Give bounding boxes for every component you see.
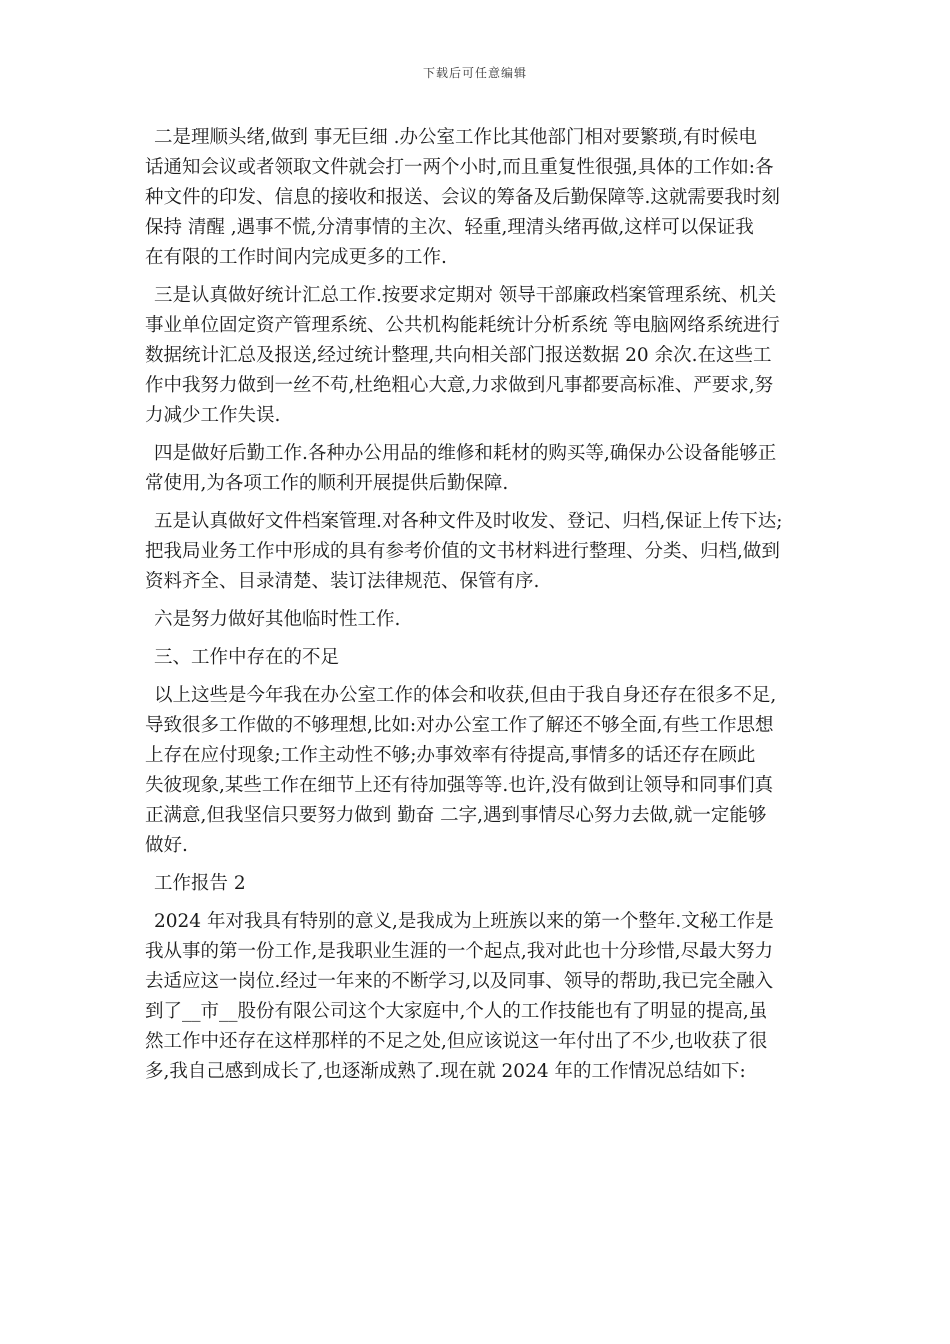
text-line: 六是努力做好其他临时性工作.: [154, 609, 401, 630]
text-line: 失彼现象,某些工作在细节上还有待加强等等.也许,没有做到让领导和同事们真: [145, 775, 774, 796]
document-body: [145, 123, 811, 1087]
text-line: 以上这些是今年我在办公室工作的体会和收获,但由于我自身还存在很多不足,: [154, 685, 777, 706]
text-line: 上存在应付现象;工作主动性不够;办事效率有待提高,事情多的话还存在顾此: [145, 745, 756, 766]
paragraph: [145, 123, 811, 273]
text-line: 作中我努力做到一丝不苟,杜绝粗心大意,力求做到凡事都要高标准、严要求,努: [145, 375, 774, 396]
paragraph: [145, 281, 811, 431]
text-line: 话通知会议或者领取文件就会打一两个小时,而且重复性很强,具体的工作如:各: [145, 157, 774, 178]
paragraph: [145, 907, 811, 1087]
paragraph: [145, 507, 811, 597]
text-line: 种文件的印发、信息的接收和报送、会议的筹备及后勤保障等.这就需要我时刻: [145, 187, 780, 208]
text-line: 事业单位固定资产管理系统、公共机构能耗统计分析系统 等电脑网络系统进行: [145, 315, 780, 336]
text-line: 四是做好后勤工作.各种办公用品的维修和耗材的购买等,确保办公设备能够正: [154, 443, 777, 464]
text-line: 数据统计汇总及报送,经过统计整理,共向相关部门报送数据 20 余次.在这些工: [145, 345, 772, 366]
text-line: 到了__市__股份有限公司这个大家庭中,个人的工作技能也有了明显的提高,虽: [145, 1001, 768, 1022]
section-heading: [145, 643, 811, 673]
text-line: 我从事的第一份工作,是我职业生涯的一个起点,我对此也十分珍惜,尽最大努力: [145, 941, 774, 962]
text-line: 五是认真做好文件档案管理.对各种文件及时收发、登记、归档,保证上传下达;: [154, 511, 783, 532]
text-line: 2024 年对我具有特别的意义,是我成为上班族以来的第一个整年.文秘工作是: [154, 911, 774, 932]
text-line: 在有限的工作时间内完成更多的工作.: [145, 247, 447, 268]
text-line: 保持 清醒 ,遇事不慌,分清事情的主次、轻重,理清头绪再做,这样可以保证我: [145, 217, 754, 238]
page-header: 下载后可任意编辑: [422, 66, 527, 80]
section-heading: [145, 869, 811, 899]
text-line: 三是认真做好统计汇总工作.按要求定期对 领导干部廉政档案管理系统、机关: [154, 285, 777, 306]
text-line: 三、工作中存在的不足: [154, 647, 340, 668]
text-line: 多,我自己感到成长了,也逐渐成熟了.现在就 2024 年的工作情况总结如下:: [145, 1061, 746, 1082]
text-line: 正满意,但我坚信只要努力做到 勤奋 二字,遇到事情尽心努力去做,就一定能够: [145, 805, 767, 826]
text-line: 导致很多工作做的不够理想,比如:对办公室工作了解还不够全面,有些工作思想: [145, 715, 774, 736]
text-line: 力减少工作失误.: [145, 405, 281, 426]
text-line: 做好.: [145, 835, 188, 856]
paragraph: [145, 439, 811, 499]
text-line: 把我局业务工作中形成的具有参考价值的文书材料进行整理、分类、归档,做到: [145, 541, 780, 562]
text-line: 去适应这一岗位.经过一年来的不断学习,以及同事、领导的帮助,我已完全融入: [145, 971, 774, 992]
text-line: 工作报告 2: [154, 873, 246, 894]
text-line: 然工作中还存在这样那样的不足之处,但应该说这一年付出了不少,也收获了很: [145, 1031, 768, 1052]
text-line: 常使用,为各项工作的顺利开展提供后勤保障.: [145, 473, 509, 494]
paragraph: [145, 605, 811, 635]
text-line: 二是理顺头绪,做到 事无巨细 .办公室工作比其他部门相对要繁琐,有时候电: [154, 127, 757, 148]
text-line: 资料齐全、目录清楚、装订法律规范、保管有序.: [145, 571, 540, 592]
paragraph: [145, 681, 811, 861]
